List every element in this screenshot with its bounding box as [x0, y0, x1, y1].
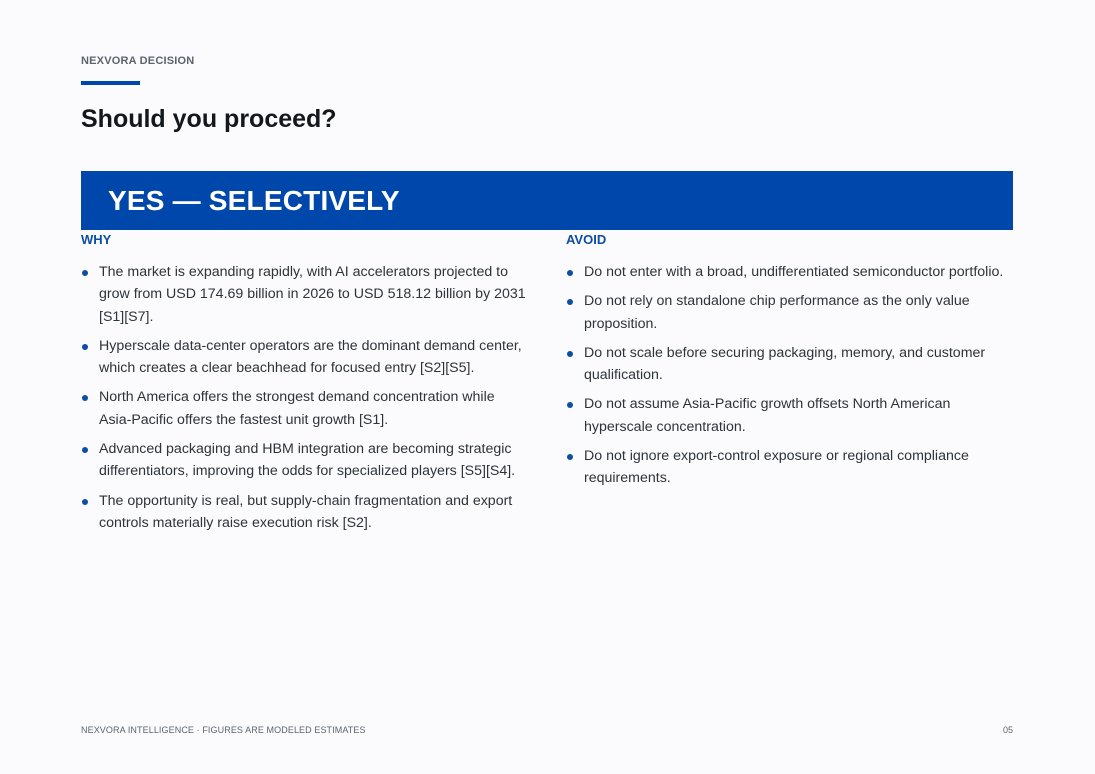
- avoid-column: [566, 233, 1013, 497]
- bullet-dot-icon: [82, 447, 88, 453]
- avoid-item-text: Do not scale before securing packaging, memory, and customer qualification.: [584, 344, 986, 384]
- avoid-item: [566, 290, 1013, 335]
- bullet-dot-icon: [567, 299, 573, 305]
- verdict-banner: [81, 171, 1013, 230]
- eyebrow-label: NEXVORA DECISION: [81, 55, 195, 67]
- why-item-text: Advanced packaging and HBM integration are becoming strategic differentiators, improving the odds for specialized players [S5][S4].: [99, 441, 516, 480]
- why-list: [81, 261, 526, 534]
- bullet-dot-icon: [82, 270, 88, 276]
- why-item: [81, 490, 526, 535]
- avoid-item: [566, 445, 1013, 490]
- bullet-dot-icon: [82, 499, 88, 505]
- bullet-dot-icon: [567, 351, 573, 357]
- bullet-dot-icon: [82, 395, 88, 401]
- bullet-dot-icon: [567, 402, 573, 408]
- avoid-item: [566, 393, 1013, 438]
- why-heading: WHY: [81, 232, 112, 247]
- avoid-list: [566, 261, 1013, 490]
- why-item: [81, 438, 526, 483]
- bullet-dot-icon: [567, 454, 573, 460]
- why-item: [81, 261, 526, 328]
- why-item: [81, 386, 526, 431]
- why-item-text: Hyperscale data-center operators are the dominant demand center, which creates a clear beachhead for focused entry [S2][S5].: [99, 337, 522, 377]
- why-item-text: North America offers the strongest demand concentration while Asia-Pacific offers the fastest unit growth [S1].: [99, 389, 495, 428]
- page-title: Should you proceed?: [81, 105, 337, 133]
- why-column: [81, 233, 526, 541]
- why-item-text: The opportunity is real, but supply-chain fragmentation and export controls materially raise execution risk [S2].: [99, 492, 513, 531]
- eyebrow-accent-rule: [81, 81, 140, 85]
- verdict-text: YES — SELECTIVELY: [108, 184, 400, 216]
- bullet-dot-icon: [567, 270, 573, 276]
- avoid-heading: AVOID: [566, 232, 607, 247]
- page-number: 05: [1002, 725, 1013, 735]
- avoid-item-text: Do not enter with a broad, undifferentiated semiconductor portfolio.: [584, 264, 1004, 280]
- bullet-dot-icon: [82, 344, 88, 350]
- avoid-item-text: Do not ignore export-control exposure or regional compliance requirements.: [584, 448, 969, 487]
- avoid-item-text: Do not rely on standalone chip performance as the only value proposition.: [584, 293, 970, 332]
- avoid-item-text: Do not assume Asia-Pacific growth offsets North American hyperscale concentration.: [584, 396, 951, 435]
- avoid-item: [566, 261, 1013, 283]
- avoid-item: [566, 342, 1013, 387]
- why-item: [81, 335, 526, 380]
- why-item-text: The market is expanding rapidly, with AI accelerators projected to grow from USD 174.69 billion in 2026 to USD 518.12 billion by 2031 [S1][S7].: [99, 264, 526, 325]
- footer-source-note: NEXVORA INTELLIGENCE · FIGURES ARE MODELED ESTIMATES: [81, 725, 366, 735]
